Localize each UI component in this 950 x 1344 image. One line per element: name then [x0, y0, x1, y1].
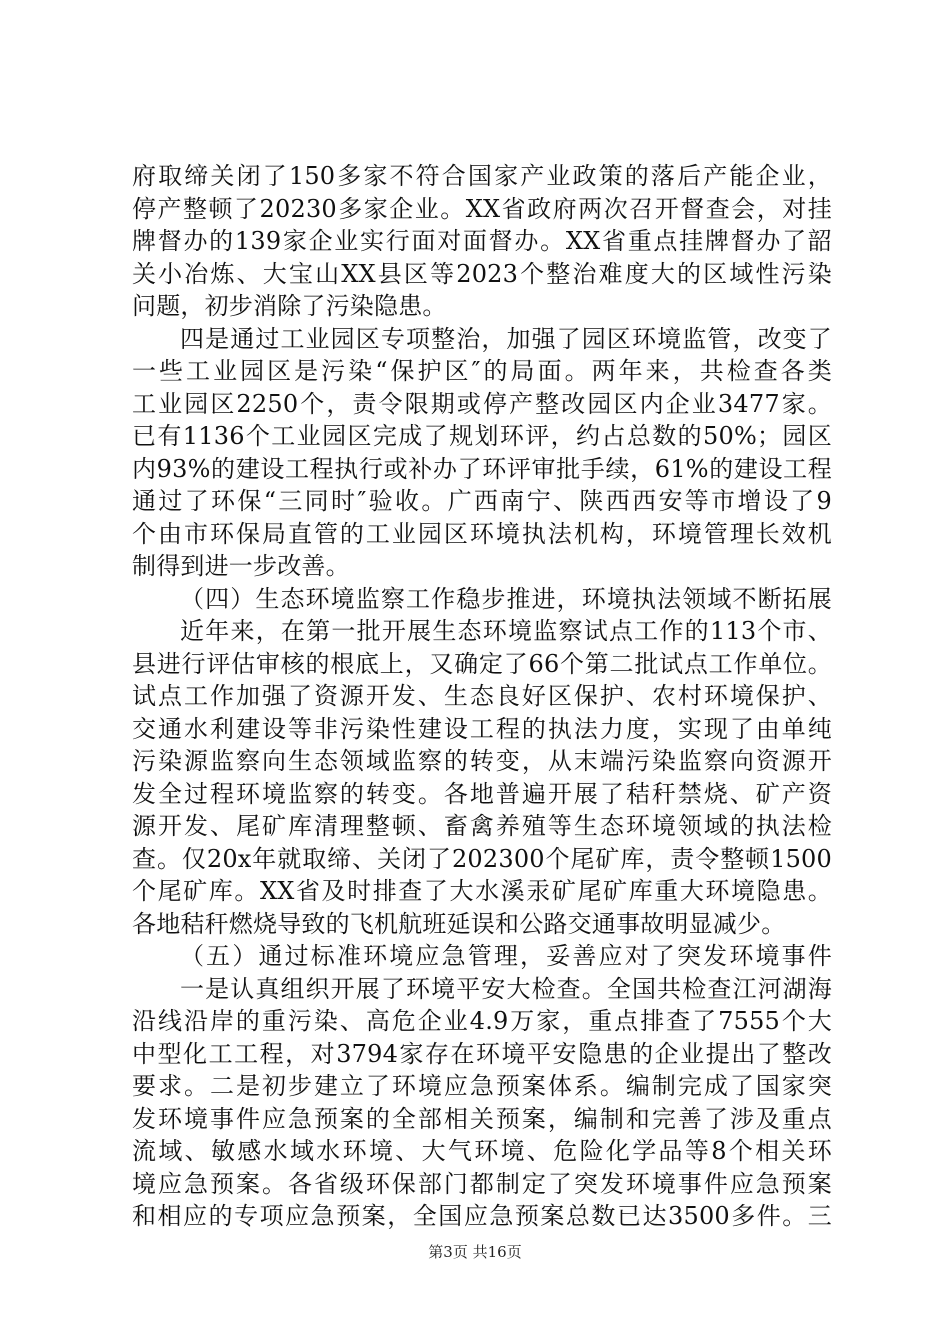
- text-line: 停产整顿了20230多家企业。XX省政府两次召开督查会，对挂: [132, 194, 832, 223]
- document-body: [132, 160, 832, 1233]
- text-line: 县进行评估审核的根底上，又确定了66个第二批试点工作单位。: [132, 649, 832, 678]
- text-line: 制得到进一步改善。: [132, 552, 350, 580]
- text-line: 关小冶炼、大宝山XX县区等2023个整治难度大的区域性污染: [132, 259, 832, 288]
- text-line: 和相应的专项应急预案，全国应急预案总数已达3500多件。三: [132, 1202, 832, 1230]
- text-line: 流域、敏感水域水环境、大气环境、危险化学品等8个相关环: [132, 1137, 832, 1165]
- text-line: 交通水利建设等非污染性建设工程的执法力度，实现了由单纯: [132, 714, 832, 743]
- text-line: 个由市环保局直管的工业园区环境执法机构，环境管理长效机: [132, 519, 832, 548]
- paragraph-start-line: 一是认真组织开展了环境平安大检查。全国共检查江河湖海: [180, 974, 832, 1003]
- section-heading: （五）通过标准环境应急管理，妥善应对了突发环境事件: [180, 942, 832, 970]
- text-line: 各地秸秆燃烧导致的飞机航班延误和公路交通事故明显减少。: [132, 909, 786, 938]
- text-line: 工业园区2250个，责令限期或停产整改园区内企业3477家。: [132, 389, 832, 418]
- text-line: 牌督办的139家企业实行面对面督办。XX省重点挂牌督办了韶: [132, 227, 832, 255]
- text-line: 发环境事件应急预案的全部相关预案，编制和完善了涉及重点: [132, 1104, 832, 1133]
- paragraph-start-line: 四是通过工业园区专项整治，加强了园区环境监管，改变了: [180, 324, 832, 353]
- text-line: 一些工业园区是污染“保护区″的局面。两年来，共检查各类: [132, 357, 832, 385]
- text-line: 试点工作加强了资源开发、生态良好区保护、农村环境保护、: [132, 682, 832, 710]
- text-line: 沿线沿岸的重污染、高危企业4.9万家，重点排查了7555个大: [132, 1007, 832, 1035]
- text-line: 通过了环保“三同时″验收。广西南宁、陕西西安等市增设了9: [132, 487, 832, 515]
- text-line: 中型化工工程，对3794家存在环境平安隐患的企业提出了整改: [132, 1039, 832, 1068]
- text-line: 污染源监察向生态领域监察的转变，从末端污染监察向资源开: [132, 747, 832, 775]
- text-line: 查。仅20x年就取缔、关闭了202300个尾矿库，责令整顿1500: [132, 844, 832, 873]
- text-line: 源开发、尾矿库清理整顿、畜禽养殖等生态环境领域的执法检: [132, 812, 832, 840]
- section-heading: （四）生态环境监察工作稳步推进，环境执法领域不断拓展: [180, 584, 832, 613]
- text-line: 府取缔关闭了150多家不符合国家产业政策的落后产能企业，: [132, 162, 832, 190]
- text-line: 发全过程环境监察的转变。各地普遍开展了秸秆禁烧、矿产资: [132, 779, 832, 808]
- text-line: 内93%的建设工程执行或补办了环评审批手续，61%的建设工程: [132, 454, 832, 483]
- paragraph-start-line: 近年来，在第一批开展生态环境监察试点工作的113个市、: [180, 617, 832, 645]
- text-line: 要求。二是初步建立了环境应急预案体系。编制完成了国家突: [132, 1072, 832, 1100]
- text-line: 已有1136个工业园区完成了规划环评，约占总数的50%；园区: [132, 422, 832, 450]
- text-line: 境应急预案。各省级环保部门都制定了突发环境事件应急预案: [132, 1169, 832, 1198]
- page-number-footer: 第3页 共16页: [428, 1243, 522, 1261]
- text-line: 个尾矿库。XX省及时排查了大水溪汞矿尾矿库重大环境隐患。: [132, 877, 832, 905]
- text-line: 问题，初步消除了污染隐患。: [132, 292, 447, 320]
